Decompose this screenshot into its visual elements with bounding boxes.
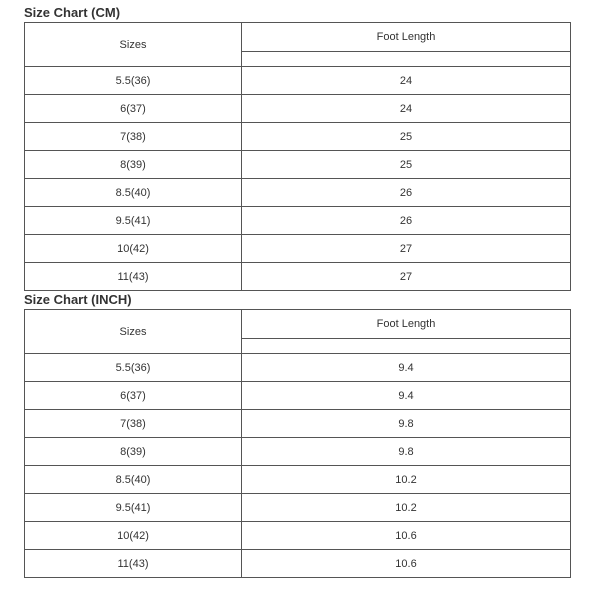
table-row (25, 354, 571, 382)
header-sizes: Sizes (25, 23, 242, 67)
table-row (25, 207, 571, 235)
length-cell: 26 (242, 179, 571, 207)
table-row (25, 235, 571, 263)
table-row (25, 123, 571, 151)
size-chart-inch-title: Size Chart (INCH) (24, 292, 132, 307)
table-row (25, 263, 571, 291)
size-cell: 5.5(36) (25, 67, 242, 95)
table-row (25, 67, 571, 95)
length-cell: 9.8 (242, 438, 571, 466)
size-chart-cm-table (24, 22, 571, 291)
length-cell: 9.4 (242, 354, 571, 382)
length-cell: 27 (242, 235, 571, 263)
length-cell: 26 (242, 207, 571, 235)
length-cell: 25 (242, 151, 571, 179)
table-row (25, 382, 571, 410)
header-foot-length: Foot Length (242, 23, 571, 52)
size-cell: 6(37) (25, 95, 242, 123)
length-cell: 9.8 (242, 410, 571, 438)
length-cell: 25 (242, 123, 571, 151)
length-cell: 10.2 (242, 466, 571, 494)
table-row (25, 410, 571, 438)
size-cell: 8(39) (25, 151, 242, 179)
size-cell: 8.5(40) (25, 466, 242, 494)
size-cell: 8(39) (25, 438, 242, 466)
length-cell: 27 (242, 263, 571, 291)
table-row (25, 151, 571, 179)
length-cell: 9.4 (242, 382, 571, 410)
size-cell: 10(42) (25, 522, 242, 550)
table-row (25, 522, 571, 550)
size-cell: 8.5(40) (25, 179, 242, 207)
table-row (25, 95, 571, 123)
length-cell: 24 (242, 95, 571, 123)
size-chart-inch-table (24, 309, 571, 578)
header-sizes: Sizes (25, 310, 242, 354)
length-cell: 24 (242, 67, 571, 95)
table-row (25, 466, 571, 494)
header-foot-length-sub (242, 52, 571, 67)
length-cell: 10.6 (242, 550, 571, 578)
table-row (25, 438, 571, 466)
size-chart-cm-title: Size Chart (CM) (24, 5, 121, 20)
length-cell: 10.2 (242, 494, 571, 522)
table-row (25, 179, 571, 207)
table-row (25, 494, 571, 522)
size-cell: 11(43) (25, 550, 242, 578)
size-cell: 7(38) (25, 410, 242, 438)
size-cell: 5.5(36) (25, 354, 242, 382)
size-cell: 11(43) (25, 263, 242, 291)
size-cell: 6(37) (25, 382, 242, 410)
size-cell: 7(38) (25, 123, 242, 151)
size-cell: 9.5(41) (25, 207, 242, 235)
header-foot-length-sub (242, 339, 571, 354)
size-cell: 9.5(41) (25, 494, 242, 522)
table-row (25, 550, 571, 578)
length-cell: 10.6 (242, 522, 571, 550)
header-foot-length: Foot Length (242, 310, 571, 339)
size-cell: 10(42) (25, 235, 242, 263)
